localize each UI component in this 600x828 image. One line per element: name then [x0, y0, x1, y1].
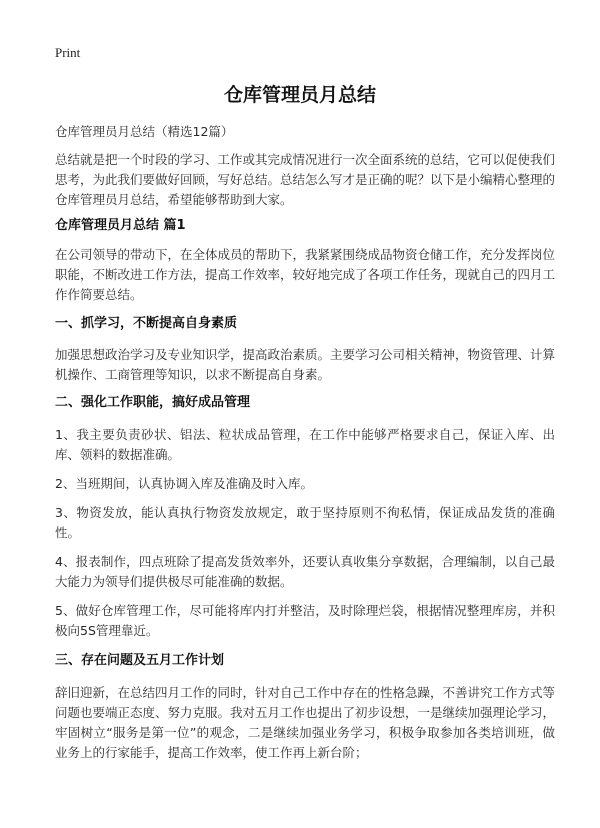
- section-1-paragraph-1: 加强思想政治学习及专业知识学，提高政治素质。主要学习公司相关精神，物资管理、计算机操作、工商管理等知识，以求不断提高自身素。: [55, 347, 556, 382]
- print-link[interactable]: Print: [55, 45, 81, 60]
- section-heading-2: 二、强化工作职能，搞好成品管理: [55, 395, 251, 410]
- page-title: 仓库管理员月总结: [223, 84, 376, 106]
- article-heading: 仓库管理员月总结 篇1: [55, 218, 186, 233]
- section-2-paragraph-2: 2、当班期间，认真协调入库及准确及时入库。: [55, 476, 313, 491]
- intro-paragraph: 总结就是把一个时段的学习、工作或其完成情况进行一次全面系统的总结，它可以促使我们思考，为此我们要做好回顾，写好总结。总结怎么写才是正确的呢？以下是小编精心整理的仓库管理员月总结，希望能够帮助到大家。: [55, 152, 556, 207]
- section-heading-3: 三、存在问题及五月工作计划: [55, 653, 225, 668]
- subtitle: 仓库管理员月总结（精选12篇）: [55, 124, 234, 139]
- article-intro-paragraph: 在公司领导的带动下，在全体成员的帮助下，我紧紧围绕成品物资仓储工作，充分发挥岗位职能，不断改进工作方法，提高工作效率，较好地完成了各项工作任务，现就自己的四月工作作简要总结。: [55, 247, 556, 302]
- section-2-paragraph-1: 1、我主要负责砂状、铝法、粒状成品管理，在工作中能够严格要求自己，保证入库、出库、领料的数据准确。: [55, 427, 555, 462]
- section-2-paragraph-3: 3、物资发放，能认真执行物资发放规定，敢于坚持原则不徇私情，保证成品发货的准确性。: [55, 505, 555, 540]
- section-2-paragraph-4: 4、报表制作，四点班除了提高发货效率外，还要认真收集分享数据，合理编制，以自己最大能力为领导们提供极尽可能准确的数据。: [55, 554, 555, 589]
- section-2-paragraph-5: 5、做好仓库管理工作，尽可能将库内打并整洁，及时除理烂袋，根据情况整理库房，并积极向5S管理靠近。: [55, 603, 555, 638]
- section-3-paragraph-1: 辞旧迎新，在总结四月工作的同时，针对自己工作中存在的性格急躁，不善讲究工作方式等问题也要端正态度、努力克服。我对五月工作也提出了初步设想，一是继续加强理论学习，牢固树立“服务是第一位”的观念，二是继续加强业务学习，积极争取参加各类培训班，做业务上的行家能手，提高工作效率，使工作再上新台阶；: [55, 685, 556, 760]
- section-heading-1: 一、抓学习，不断提高自身素质: [55, 316, 238, 331]
